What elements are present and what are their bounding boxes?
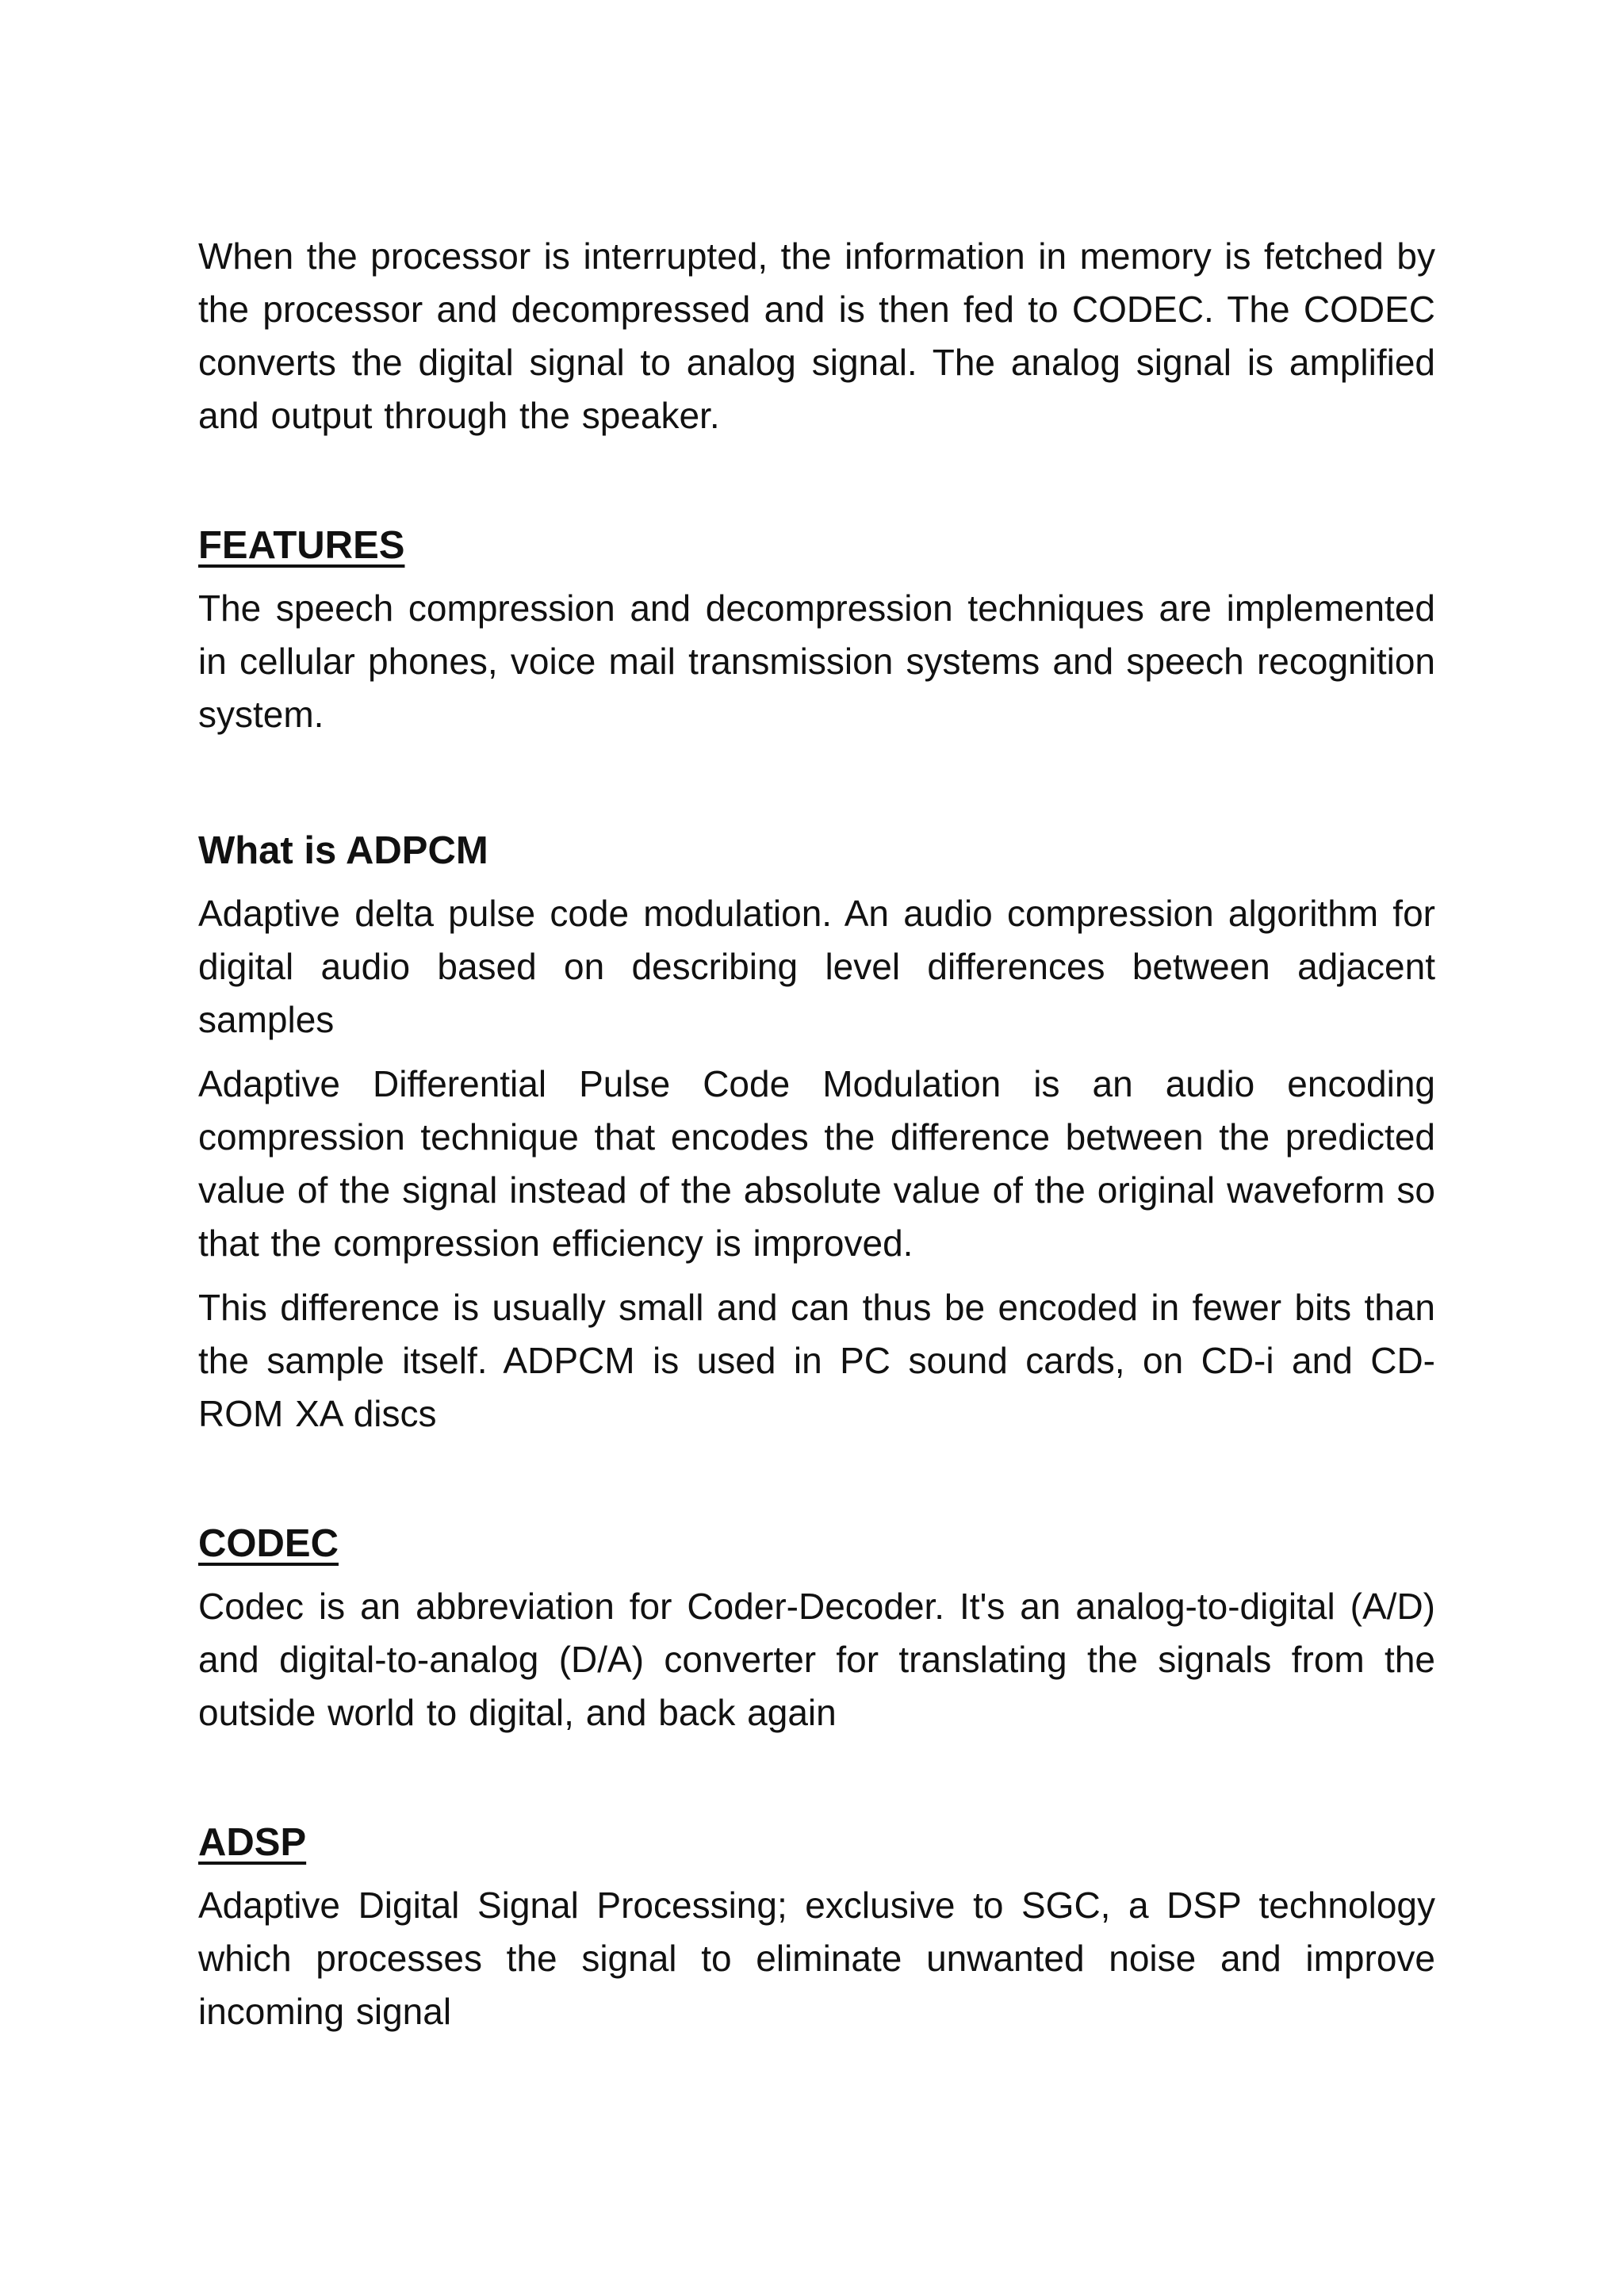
document-page	[198, 230, 1435, 2038]
adpcm-paragraph-2: Adaptive Differential Pulse Code Modulation is an audio encoding compression technique that encodes the difference between the predicted value of the signal instead of the absolute value of the original waveform so that the compression efficiency is improved.	[198, 1063, 1435, 1264]
intro-paragraph: When the processor is interrupted, the information in memory is fetched by the processor and decompressed and is then fed to CODEC. The CODEC converts the digital signal to analog signal. The analog signal is amplified and output through the speaker.	[198, 235, 1435, 436]
codec-paragraph: Codec is an abbreviation for Coder-Decoder. It's an analog-to-digital (A/D) and digital-to-analog (D/A) converter for translating the signals from the outside world to digital, and back again	[198, 1586, 1435, 1733]
features-paragraph: The speech compression and decompression techniques are implemented in cellular phones, voice mail transmission systems and speech recognition system.	[198, 587, 1435, 735]
codec-heading: CODEC	[198, 1522, 339, 1565]
features-heading: FEATURES	[198, 524, 405, 567]
adpcm-heading: What is ADPCM	[198, 829, 488, 872]
adsp-paragraph: Adaptive Digital Signal Processing; exclusive to SGC, a DSP technology which processes the signal to eliminate unwanted noise and improve incoming signal	[198, 1885, 1435, 2032]
adsp-heading: ADSP	[198, 1821, 307, 1864]
adpcm-paragraph-1: Adaptive delta pulse code modulation. An audio compression algorithm for digital audio based on describing level differences between adjacent samples	[198, 893, 1435, 1040]
adpcm-paragraph-3: This difference is usually small and can thus be encoded in fewer bits than the sample itself. ADPCM is used in PC sound cards, on CD-i and CD-ROM XA discs	[198, 1287, 1435, 1434]
